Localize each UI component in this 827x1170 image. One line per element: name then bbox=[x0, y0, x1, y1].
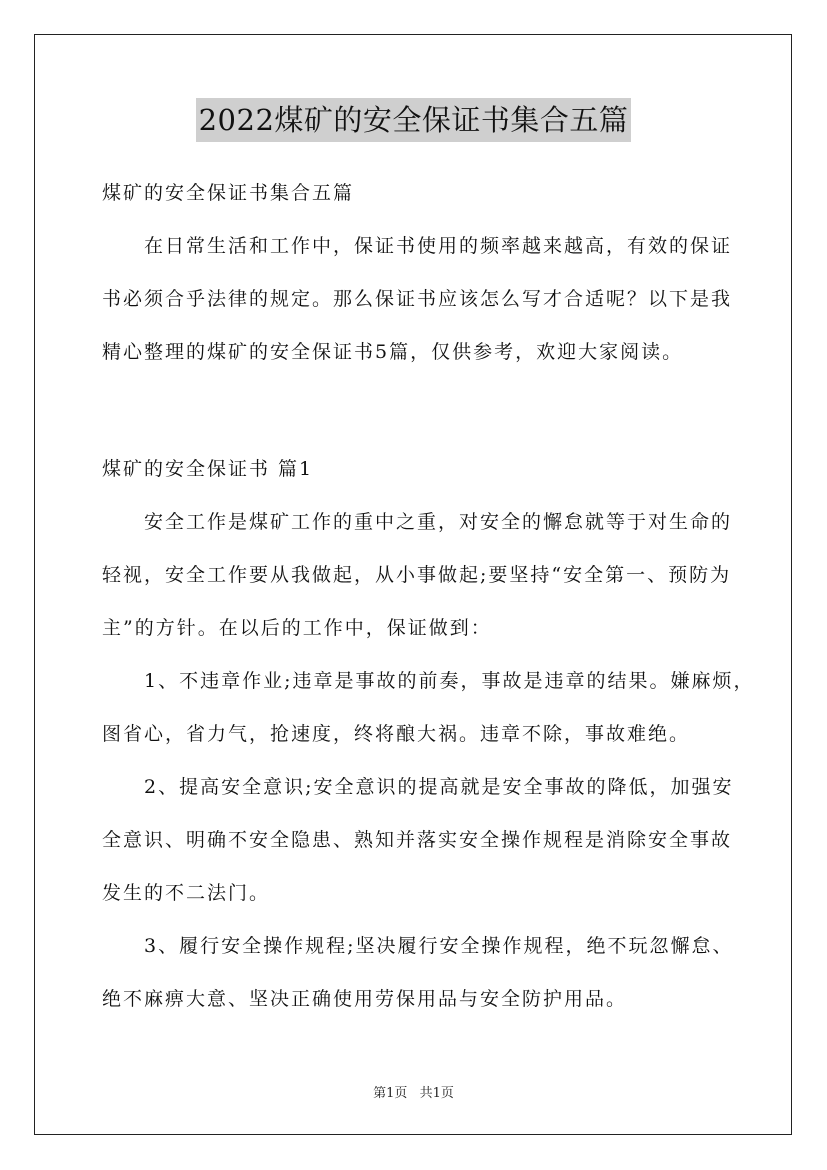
body-line: 图省心，省力气，抢速度，终将酿大祸。违章不除，事故难绝。 bbox=[102, 723, 691, 745]
body-line: 主”的方针。在以后的工作中，保证做到： bbox=[102, 617, 492, 639]
body-line: 1、不违章作业;违章是事故的前奏，事故是违章的结果。嫌麻烦， bbox=[144, 670, 755, 692]
body-line: 2、提高安全意识;安全意识的提高就是安全事故的降低，加强安 bbox=[144, 776, 734, 798]
body-line: 发生的不二法门。 bbox=[102, 882, 271, 904]
body-line: 3、履行安全操作规程;坚决履行安全操作规程，绝不玩忽懈怠、 bbox=[144, 935, 734, 957]
spacer bbox=[102, 382, 732, 446]
document-body bbox=[102, 170, 755, 1029]
body-line: 轻视，安全工作要从我做起，从小事做起;要坚持“安全第一、预防为 bbox=[102, 564, 732, 586]
section-heading: 煤矿的安全保证书 篇1 bbox=[102, 458, 314, 480]
intro-line: 书必须合乎法律的规定。那么保证书应该怎么写才合适呢？以下是我 bbox=[102, 288, 733, 310]
body-line: 安全工作是煤矿工作的重中之重，对安全的懈怠就等于对生命的 bbox=[144, 511, 733, 533]
document-title: 2022煤矿的安全保证书集合五篇 bbox=[196, 98, 632, 142]
intro-line: 精心整理的煤矿的安全保证书5篇，仅供参考，欢迎大家阅读。 bbox=[102, 341, 684, 363]
page-footer bbox=[0, 1082, 827, 1101]
body-line: 全意识、明确不安全隐患、熟知并落实安全操作规程是消除安全事故 bbox=[102, 829, 733, 851]
page-total: 共1页 bbox=[419, 1086, 454, 1101]
page-number: 第1页 bbox=[373, 1086, 408, 1101]
body-line: 绝不麻痹大意、坚决正确使用劳保用品与安全防护用品。 bbox=[102, 988, 628, 1010]
intro-line: 在日常生活和工作中，保证书使用的频率越来越高，有效的保证 bbox=[144, 235, 733, 257]
title-container bbox=[0, 98, 827, 142]
document-subtitle: 煤矿的安全保证书集合五篇 bbox=[102, 182, 355, 204]
